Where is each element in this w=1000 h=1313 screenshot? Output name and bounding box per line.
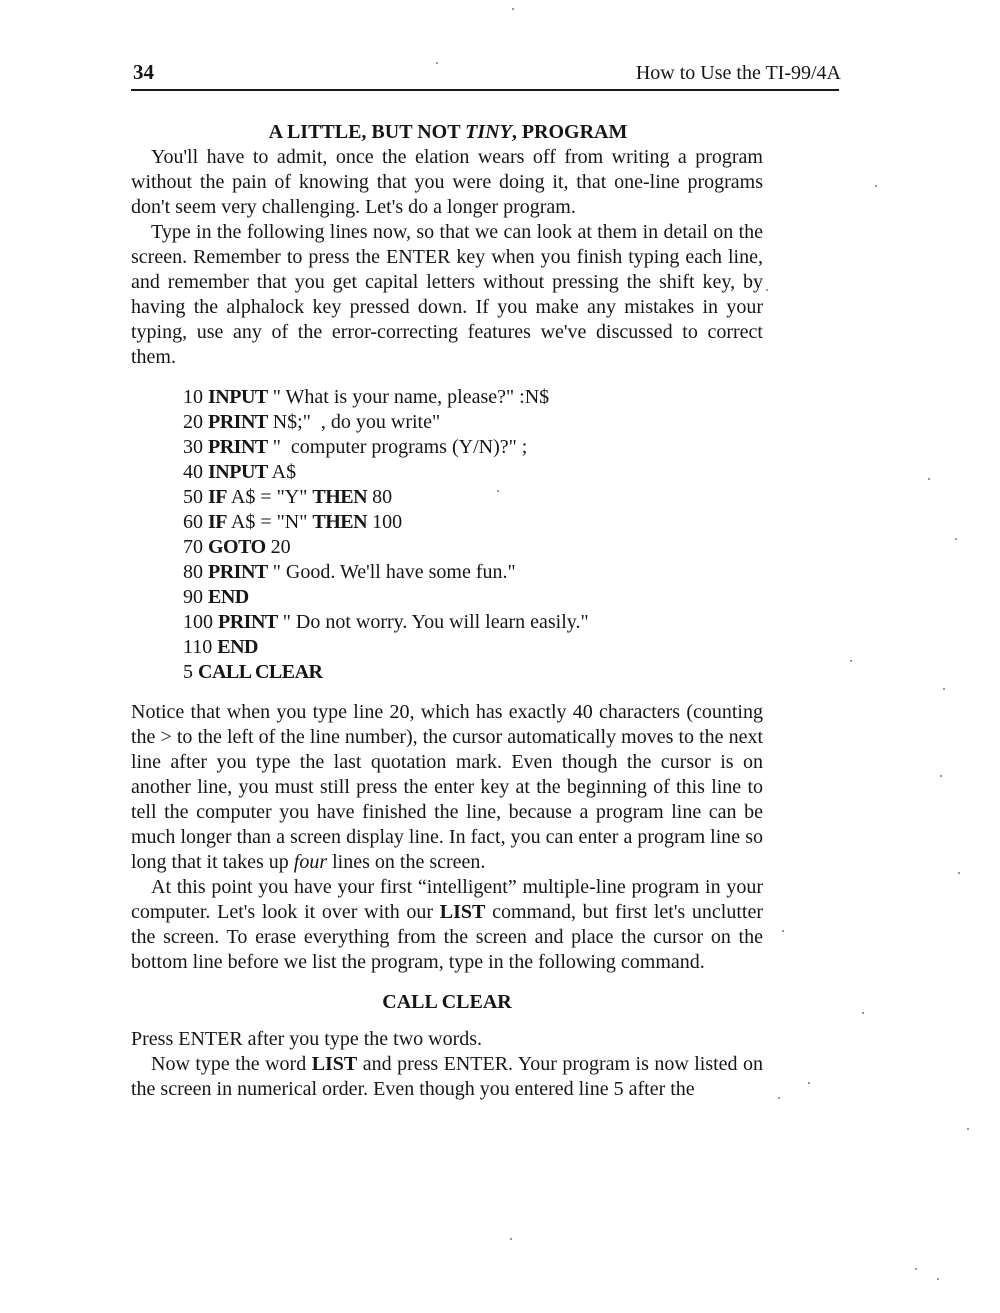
scan-speck	[937, 1278, 939, 1280]
page-number: 34	[133, 60, 154, 84]
scan-speck	[928, 478, 930, 480]
scan-speck	[436, 62, 438, 64]
program-line: 60 IF A$ = "N" THEN 100	[183, 511, 403, 533]
scan-speck	[808, 1082, 810, 1084]
scan-speck	[778, 1097, 780, 1099]
program-line: 70 GOTO 20	[183, 536, 291, 558]
page-header	[133, 60, 841, 90]
scan-speck	[510, 1238, 512, 1240]
program-line: 100 PRINT " Do not worry. You will learn easily."	[183, 611, 589, 633]
program-line: 5 CALL CLEAR	[183, 661, 323, 683]
paragraph-5: Press ENTER after you type the two words.	[131, 1028, 483, 1050]
program-line: 20 PRINT N$;" , do you write"	[183, 411, 441, 433]
program-line: 50 IF A$ = "Y" THEN 80	[183, 486, 393, 508]
heading-italic: TINY	[465, 121, 512, 143]
scan-speck	[497, 490, 499, 492]
section-heading	[131, 120, 763, 145]
program-listing	[183, 385, 763, 685]
program-line: 80 PRINT " Good. We'll have some fun."	[183, 561, 516, 583]
heading-prefix: A LITTLE, BUT NOT	[268, 121, 466, 143]
page-body	[131, 120, 763, 1102]
program-line: 10 INPUT " What is your name, please?" :N$	[183, 386, 550, 408]
paragraph-2: Type in the following lines now, so that we can look at them in detail on the screen. Remember to press the ENTER key when you finish typing each line, and remember that you get capital letters without pressing the shift key, by having the alphalock key pressed down. If you make any mistakes in your typing, use any of the error-correcting features we've discussed to correct them.	[131, 221, 763, 368]
program-line: 90 END	[183, 586, 249, 608]
paragraph-1: You'll have to admit, once the elation wears off from writing a program without the pain of knowing that you were doing it, that one-line programs don't seem very challenging. Let's do a longer program.	[131, 146, 763, 218]
program-line: 30 PRINT " computer programs (Y/N)?" ;	[183, 436, 528, 458]
scan-speck	[955, 538, 957, 540]
scan-speck	[958, 872, 960, 874]
heading-suffix: , PROGRAM	[511, 121, 628, 143]
scan-speck	[850, 660, 852, 662]
scan-speck	[766, 289, 768, 291]
paragraph-4: At this point you have your first “intelligent” multiple-line program in your computer. Let's look it over with our LIST command, but first let's unclutter the screen. To erase everything from the screen and place the cursor on the bottom line before we list the program, type in the following command.	[131, 876, 763, 973]
scan-speck	[862, 1012, 864, 1014]
scan-speck	[940, 775, 942, 777]
scan-speck	[875, 185, 877, 187]
scan-speck	[512, 8, 514, 10]
paragraph-6: Now type the word LIST and press ENTER. Your program is now listed on the screen in numerical order. Even though you entered line 5 after the	[131, 1053, 764, 1100]
running-head: How to Use the TI-99/4A	[635, 62, 841, 84]
scan-speck	[943, 688, 945, 690]
command-call-clear: CALL CLEAR	[382, 991, 512, 1013]
scan-speck	[782, 930, 784, 932]
scan-speck	[915, 1268, 917, 1270]
header-rule	[131, 89, 839, 91]
program-line: 40 INPUT A$	[183, 461, 297, 483]
program-line: 110 END	[183, 636, 258, 658]
paragraph-3: Notice that when you type line 20, which has exactly 40 characters (counting the > to the left of the line number), the cursor automatically moves to the next line after you type the last quotation mark. Even though the cursor is on another line, you must still press the enter key at the beginning of this line to tell the computer you have finished the line, because a program line can be much longer than a screen display line. In fact, you can enter a program line so long that it takes up four lines on the screen.	[131, 701, 763, 873]
scan-speck	[967, 1128, 969, 1130]
